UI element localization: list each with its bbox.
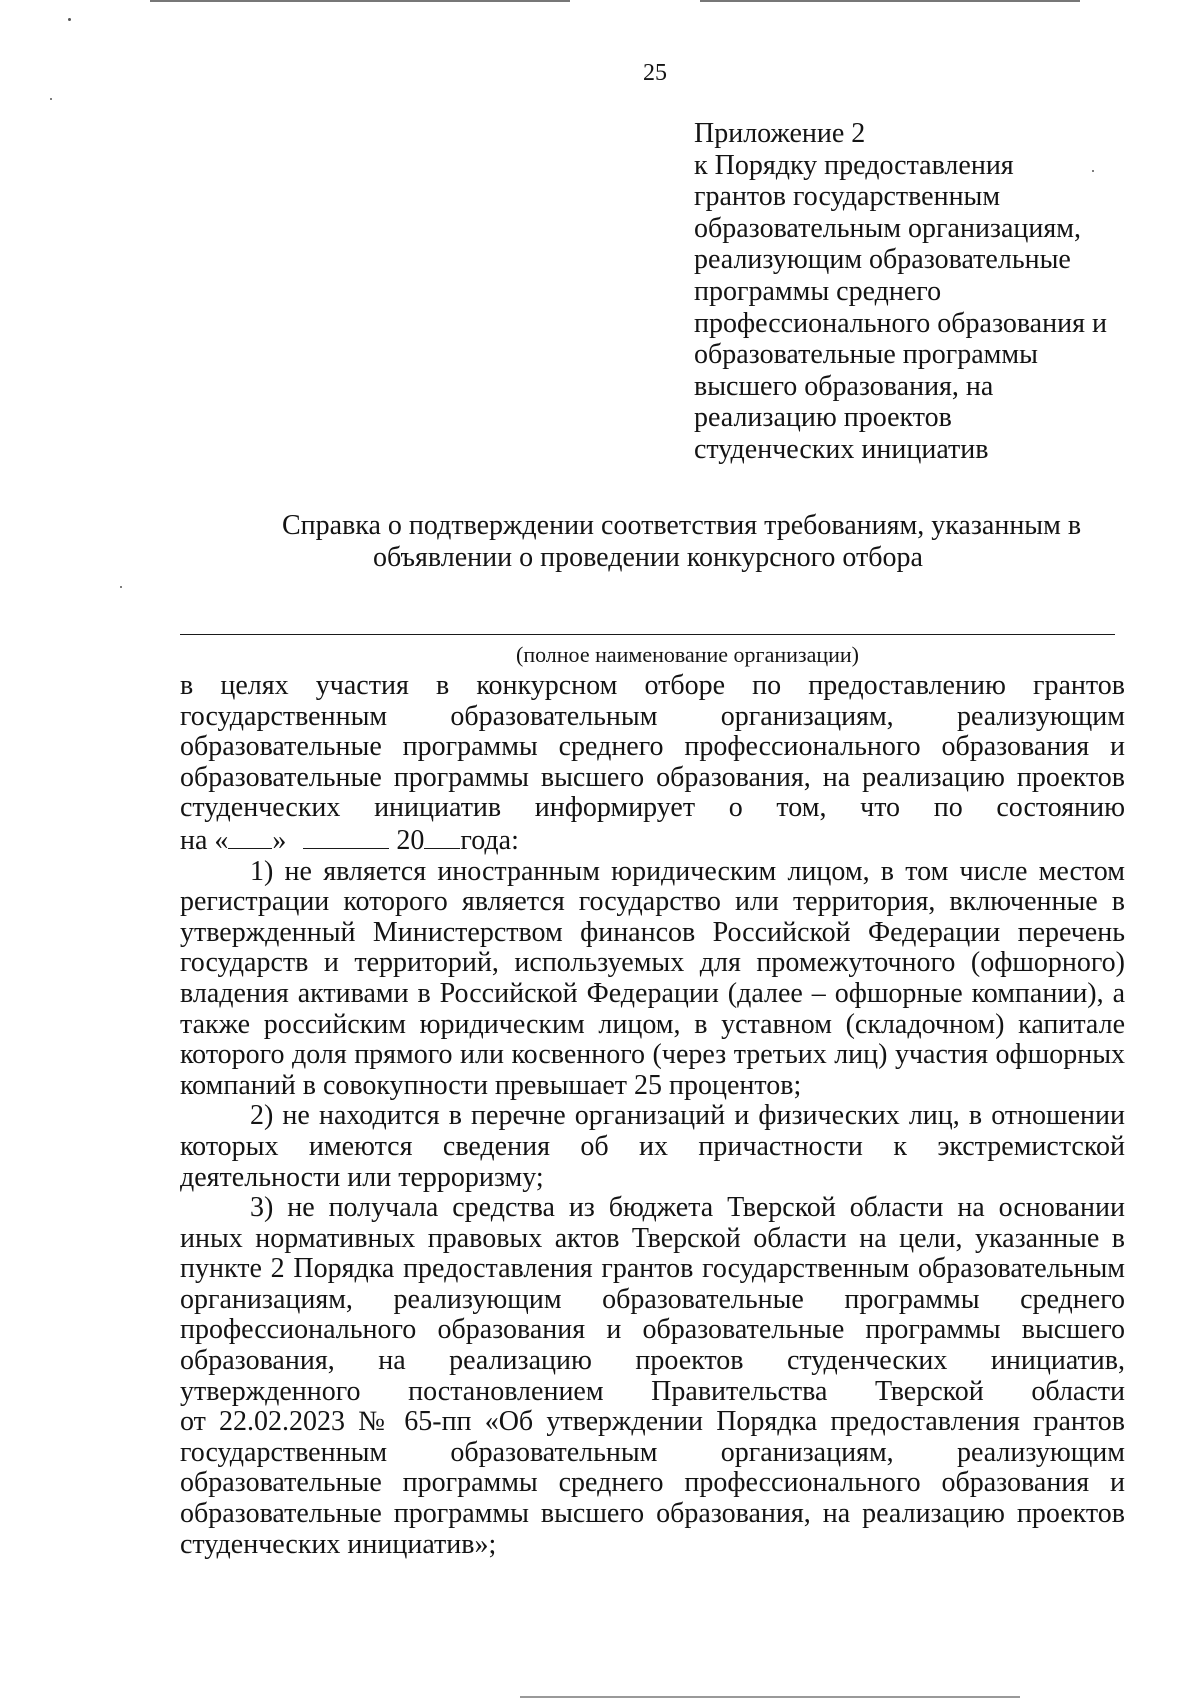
appendix-line: программы среднего bbox=[694, 275, 942, 307]
item-2-last-line: деятельности или терроризму; bbox=[180, 1161, 544, 1193]
date-line bbox=[180, 824, 1125, 857]
scan-speck bbox=[50, 98, 52, 100]
item-1-line: владения активами в Российской Федерации (далее – офшорные компании), а bbox=[180, 977, 1125, 1009]
body-line: государственным образовательным организациям, реализующим bbox=[180, 700, 1125, 732]
appendix-line: Приложение 2 bbox=[694, 118, 866, 149]
item-1-line: 1) не является иностранным юридическим лицом, в том числе местом bbox=[250, 855, 1125, 887]
appendix-line: к Порядку предоставления bbox=[694, 149, 1014, 181]
item-3-line: утвержденного постановлением Правительства Тверской области bbox=[180, 1375, 1125, 1407]
date-prefix: на « bbox=[180, 824, 229, 856]
organization-name-blank bbox=[180, 634, 1115, 635]
item-3-line: государственным образовательным организациям, реализующим bbox=[180, 1436, 1125, 1468]
organization-caption-text: (полное наименование организации) bbox=[516, 642, 859, 667]
scan-speck bbox=[120, 586, 122, 588]
item-1-last-line: компаний в совокупности превышает 25 процентов; bbox=[180, 1069, 802, 1101]
item-3-line: пункте 2 Порядка предоставления грантов государственным образовательным bbox=[180, 1253, 1125, 1285]
year-blank bbox=[424, 824, 460, 849]
appendix-line: профессионального образования и bbox=[694, 307, 1107, 339]
appendix-line: высшего образования, на bbox=[694, 370, 994, 402]
body-line: образовательные программы среднего профессионального образования и bbox=[180, 731, 1125, 763]
item-1-line: государств и территорий, используемых для промежуточного (офшорного) bbox=[180, 947, 1125, 979]
month-blank bbox=[303, 824, 389, 849]
appendix-line: студенческих инициатив bbox=[694, 433, 989, 465]
scan-edge-bottom bbox=[520, 1696, 1020, 1698]
scan-speck bbox=[68, 18, 71, 21]
body-line: образовательные программы высшего образования, на реализацию проектов bbox=[180, 761, 1125, 793]
item-3-line: образования, на реализацию проектов студенческих инициатив, bbox=[180, 1345, 1125, 1377]
item-1-line: также российским юридическим лицом, в уставном (складочном) капитале bbox=[180, 1008, 1125, 1040]
appendix-line: образовательные программы bbox=[694, 339, 1038, 371]
page-number: 25 bbox=[643, 60, 667, 86]
appendix-header bbox=[694, 118, 1154, 466]
scan-edge-top-right bbox=[700, 0, 1080, 2]
item-3-line: иных нормативных правовых актов Тверской области на цели, указанные в bbox=[180, 1222, 1125, 1254]
organization-caption bbox=[180, 642, 1115, 668]
document-title bbox=[282, 510, 1102, 574]
scan-edge-top-left bbox=[150, 0, 570, 2]
item-3-line: профессионального образования и образовательные программы высшего bbox=[180, 1314, 1125, 1346]
title-line: объявлении о проведении конкурсного отбора bbox=[373, 542, 923, 573]
item-3-line: образовательные программы среднего профессионального образования и bbox=[180, 1467, 1125, 1499]
appendix-line: реализацию проектов bbox=[694, 402, 952, 434]
date-quote-close: » bbox=[272, 824, 287, 856]
item-3-line: от 22.02.2023 № 65-пп «Об утверждении Порядка предоставления грантов bbox=[180, 1406, 1125, 1438]
item-2-line: которых имеются сведения об их причастности к экстремистской bbox=[180, 1130, 1125, 1162]
document-body bbox=[180, 671, 1125, 1560]
item-3-line: 3) не получала средства из бюджета Тверской области на основании bbox=[250, 1192, 1125, 1224]
item-3-last-line: студенческих инициатив»; bbox=[180, 1528, 497, 1560]
item-1-line: утвержденный Министерством финансов Российской Федерации перечень bbox=[180, 916, 1125, 948]
item-3-line: образовательные программы высшего образования, на реализацию проектов bbox=[180, 1498, 1125, 1530]
day-blank bbox=[228, 824, 272, 849]
item-1-line: которого доля прямого или косвенного (через третьих лиц) участия офшорных bbox=[180, 1039, 1125, 1071]
appendix-line: реализующим образовательные bbox=[694, 244, 1071, 276]
body-line: студенческих инициатив информирует о том, что по состоянию bbox=[180, 792, 1125, 824]
appendix-line: образовательным организациям, bbox=[694, 212, 1081, 244]
item-3-line: организациям, реализующим образовательные программы среднего bbox=[180, 1283, 1125, 1315]
date-suffix: года: bbox=[460, 824, 519, 856]
title-line: Справка о подтверждении соответствия требованиям, указанным в bbox=[282, 510, 1082, 541]
item-2-line: 2) не находится в перечне организаций и физических лиц, в отношении bbox=[250, 1100, 1125, 1132]
date-year: 20 bbox=[396, 824, 425, 856]
body-line: в целях участия в конкурсном отборе по предоставлению грантов bbox=[180, 670, 1125, 701]
item-1-line: регистрации которого является государство или территория, включенные в bbox=[180, 886, 1125, 918]
appendix-line: грантов государственным bbox=[694, 181, 1001, 213]
